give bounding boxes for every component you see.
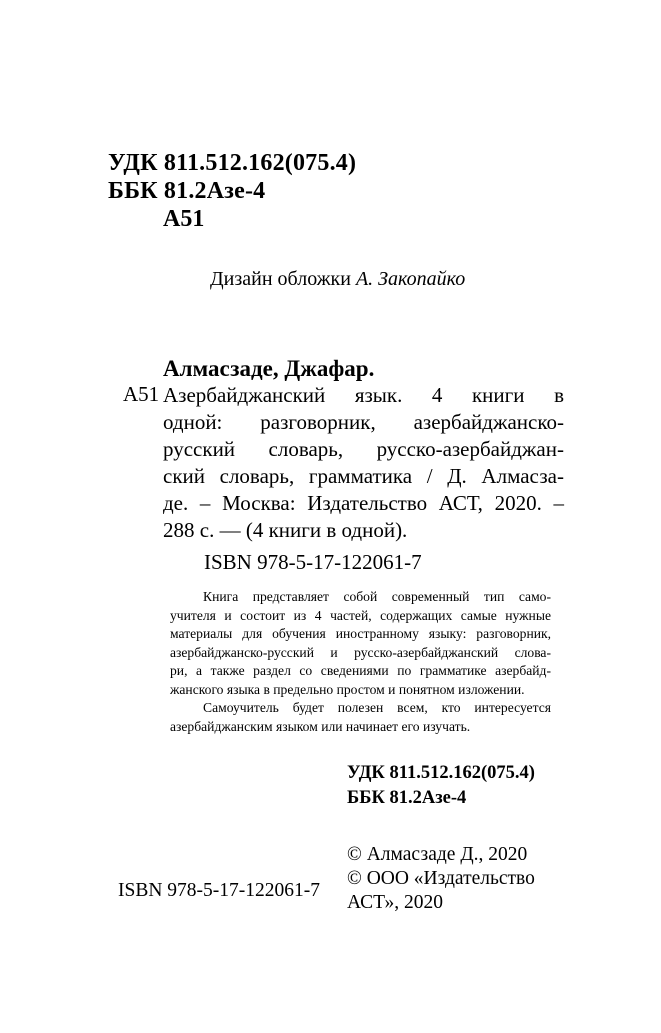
cover-design-credit xyxy=(210,268,465,291)
description-line: 288 с. — (4 книги в одной). xyxy=(163,518,408,542)
annotation-line: Самоучитель будет полезен всем, кто интересуется xyxy=(203,700,551,715)
isbn-main: ISBN 978-5-17-122061-7 xyxy=(204,550,422,574)
annotation-line: ри, а также раздел со сведениями по грамматике азербайд- xyxy=(170,663,551,678)
description-line: де. – Москва: Издательство АСТ, 2020. – xyxy=(163,491,564,515)
isbn-footer: ISBN 978-5-17-122061-7 xyxy=(118,880,321,901)
author-sign-header: А51 xyxy=(163,206,205,232)
annotation xyxy=(170,588,551,736)
description-line: Азербайджанский язык. 4 книги в xyxy=(163,383,564,407)
annotation-line: азербайджанско-русский и русско-азербайджанский слова- xyxy=(170,644,551,660)
bbk-code-header: ББК 81.2Азе-4 xyxy=(108,178,266,204)
udk-code-footer: УДК 811.512.162(075.4) xyxy=(347,763,535,783)
annotation-line: учителя и состоит из 4 частей, содержащих самые нужные xyxy=(170,607,551,623)
author-sign-side: А51 xyxy=(123,382,160,406)
copyright-author: © Алмасзаде Д., 2020 xyxy=(347,844,528,865)
bbk-code-footer: ББК 81.2Азе-4 xyxy=(347,788,467,808)
annotation-line: жанского языка в предельно простом и понятном изложении. xyxy=(170,681,525,697)
cover-design-label: Дизайн обложки xyxy=(210,268,356,290)
description-line: ский словарь, грамматика / Д. Алмасза- xyxy=(163,464,564,488)
author-heading: Алмасзаде, Джафар. xyxy=(163,356,375,381)
copyright-publisher-cont: АСТ», 2020 xyxy=(347,892,444,913)
copyright-publisher: © ООО «Издательство xyxy=(347,868,535,889)
annotation-line: материалы для обучения иностранному языку: разговорник, xyxy=(170,626,551,641)
annotation-line: азербайджанским языком или начинает его изучать. xyxy=(170,718,471,734)
cover-designer-name: А. Закопайко xyxy=(355,268,466,290)
udk-code-header: УДК 811.512.162(075.4) xyxy=(108,150,357,176)
description-line: одной: разговорник, азербайджанско- xyxy=(163,410,564,434)
description-line: русский словарь, русско-азербайджан- xyxy=(163,437,564,461)
bibliographic-description xyxy=(163,382,564,544)
annotation-line: Книга представляет собой современный тип само- xyxy=(203,589,551,604)
